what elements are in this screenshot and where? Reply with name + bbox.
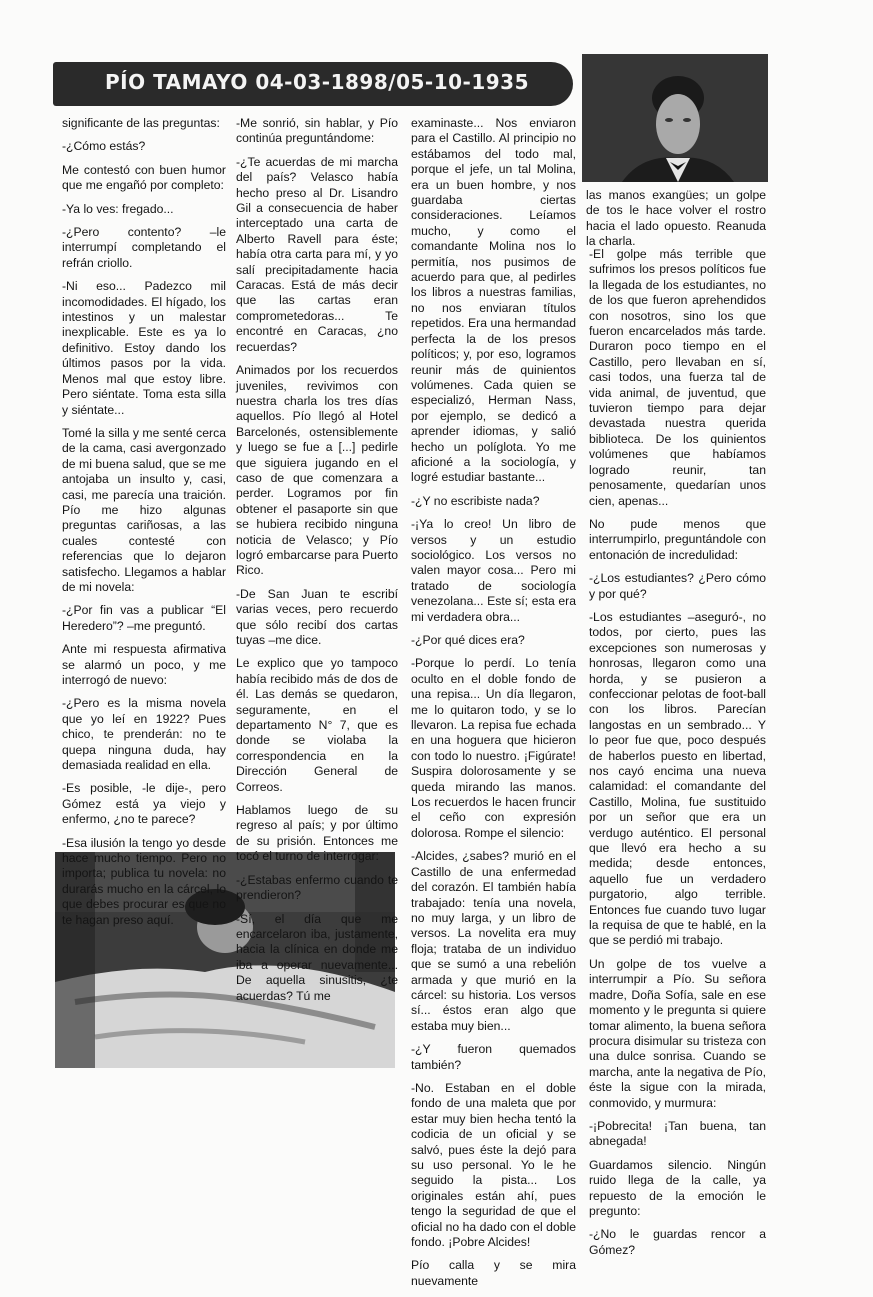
paragraph: -¿Te acuerdas de mi marcha del país? Velasco había hecho preso al Dr. Lisandro Gil a consecuencia de haber interceptado una carta de Alberto Ravell para éste; había otra carta para mí, y yo salí precipitadamente hacia Caracas. Está de más decir que las cartas eran comprometedoras... Te encontré en Caracas, ¿no recuerdas? [236, 154, 398, 354]
paragraph: No pude menos que interrumpirlo, preguntándole con entonación de incredulidad: [589, 516, 766, 562]
paragraph: Me contestó con buen humor que me engañó por completo: [62, 162, 226, 193]
paragraph: -¿No le guardas rencor a Gómez? [589, 1227, 766, 1257]
paragraph: -¿Y fueron quemados también? [411, 1042, 576, 1072]
paragraph: Animados por los recuerdos juveniles, revivimos con nuestra charla los tres días aquellos. Pío llegó al Hotel Barcelonés, ostensiblemente y luego se fue a [...] pedirle que siguiera jugando en el caso de que comenzara a perder. Logramos por fin obtener el pasaporte sin que se hubiera recibido ninguna noticia de Velasco; y Pío logró embarcarse para Puerto Rico. [236, 363, 398, 578]
paragraph: -¿Por qué dices era? [411, 633, 525, 647]
column-2 [236, 116, 398, 1012]
page-header-banner [53, 62, 573, 106]
paragraph: Le explico que yo tampoco había recibido más de dos de él. Las demás se quedaron, seguramente, en el departamento N° 7, que es donde se violaba la correspondencia en la Dirección General de Correos. [236, 656, 398, 794]
paragraph: -¿Pero es la misma novela que yo leí en 1922? Pues chico, te prenderán: no te quepa ninguna duda, hay demasiada realidad en ella. [62, 696, 226, 773]
paragraph: Hablamos luego de su regreso al país; y por último de su prisión. Entonces me tocó el turno de interrogar: [236, 803, 398, 864]
paragraph: -¿Los estudiantes? ¿Pero cómo y por qué? [589, 571, 766, 601]
paragraph: -¿Estabas enfermo cuando te prendieron? [236, 872, 398, 903]
paragraph: -Es posible, -le dije-, pero Gómez está ya viejo y enfermo, ¿no te parece? [62, 781, 226, 827]
paragraph: -Ni eso... Padezco mil incomodidades. El hígado, los intestinos y un malestar inexplicable. Este es ya lo definitivo. Estoy dando los últimos pasos por la vida. Menos mal que estoy libre. Pero siéntate. Toma esta silla y siéntate... [62, 279, 226, 417]
paragraph: significante de las preguntas: [62, 116, 220, 130]
paragraph: -¿Cómo estás? [62, 139, 146, 154]
paragraph: las manos exangües; un golpe de tos le hace volver el rostro hacia el lado opuesto. Reanuda la charla. [586, 188, 766, 249]
paragraph: -Me sonrió, sin hablar, y Pío continúa preguntándome: [236, 116, 398, 146]
paragraph: Guardamos silencio. Ningún ruido llega de la calle, ya repuesto de la emoción le pregunto: [589, 1157, 766, 1218]
column-3 [411, 116, 576, 1297]
column-1 [62, 116, 226, 936]
paragraph: -De San Juan te escribí varias veces, pero recuerdo que sólo recibí dos cartas tuyas –me dice. [236, 586, 398, 647]
paragraph: -Alcides, ¿sabes? murió en el Castillo de una enfermedad del corazón. El también había trabajado: tenía una novela, no muy larga, y un libro de versos. La novelita era muy floja; trataba de un individuo que se sumó a una rebelión armada y que murió en la cárcel: su historia. Los versos sí... éstos eran algo que estaba muy bien... [411, 849, 576, 1033]
paragraph: -¡Ya lo creo! Un libro de versos y un estudio sociológico. Los versos no valen mayor cosa... Pero mi tratado de sociología venezolana... Este sí; esta era mi verdadera obra... [411, 517, 576, 624]
paragraph: -Los estudiantes –aseguró-, no todos, por cierto, pues las excepciones son numerosas y honrosas, llegaron como una horda, y se pusieron a confeccionar pelotas de foot-ball con los libros. Parecían langostas en un sembrado... Y lo peor fue que, poco después de haberlos puesto en libertad, nos cayó encima una nueva calamidad: el comandante del Castillo, Molina, fue sustituido por un señor que era un verdugo auténtico. El personal que llevó era hecho a su medida; desde entonces, aquello fue un verdadero purgatorio, algo terrible. Entonces fue cuando tuvo lugar la requisa de que te hablé, en la que se perdió mi trabajo. [589, 609, 766, 948]
paragraph: -¿Por fin vas a publicar “El Heredero”? –me preguntó. [62, 603, 226, 633]
page-title: PÍO TAMAYO 04-03-1898/05-10-1935 [105, 70, 529, 94]
paragraph: -Sí, el día que me encarcelaron iba, justamente, hacia la clínica en donde me iba a operar nuevamente... De aquella sinusitis, ¿te acuerdas? Tú me [236, 911, 398, 1003]
paragraph: -Porque lo perdí. Lo tenía oculto en el doble fondo de una repisa... Un día llegaron, me lo quitaron todo, y se lo llevaron. La repisa fue echada en una hoguera que hicieron con todo lo nuestro. ¡Figúrate! Suspira dolorosamente y se queda mirando las manos. Los recuerdos le hacen fruncir el ceño con expresión dolorosa. Rompe el silencio: [411, 656, 576, 840]
paragraph: Ante mi respuesta afirmativa se alarmó un poco, y me interrogó de nuevo: [62, 642, 226, 687]
portrait-photo [582, 54, 768, 182]
portrait-image [582, 54, 768, 182]
paragraph: -Ya lo ves: fregado... [62, 201, 174, 216]
paragraph: -El golpe más terrible que sufrimos los presos políticos fue la llegada de los estudiantes, no de los que fueron aprehendidos con nosotros, sino los que fueron encarcelados más tarde. Duraron poco tiempo en el Castillo, pero llevaban en sí, casi todos, una fuerza tal de vida animal, de juventud, que tuvieron tiempo para dejar devastada nuestra querida biblioteca. De los quinientos volúmenes que habíamos logrado reunir, tan penosamente, quedarían unos cien, apenas... [589, 247, 766, 508]
paragraph: examinaste... Nos enviaron para el Castillo. Al principio no estábamos del todo mal, porque el jefe, un tal Molina, era un buen hombre, y nos guardaba ciertas consideraciones. Leíamos mucho, y como el comandante Molina nos lo permitía, nos pusimos de acuerdo para que, al pedirles los libros a nuestras familias, no nos enviaran títulos repetidos. Era una hermandad perfecta la de los presos políticos; y, por eso, logramos reunir más de quinientos volúmenes. Cada quien se especializó, Herman Nass, por ejemplo, se dedicó a aprender idiomas, y salió hecho un políglota. Yo me aficioné a la sociología, y logré estudiar bastante... [411, 116, 576, 485]
paragraph: -¿Y no escribiste nada? [411, 493, 540, 508]
paragraph: Un golpe de tos vuelve a interrumpir a Pío. Su señora madre, Doña Sofía, sale en ese momento y le pregunta si quiere tomar alimento, la buena señora procura disimular su tristeza con una dulce sonrisa. Cuando se marcha, ante la negativa de Pío, éste la sigue con la mirada, conmovido, y murmura: [589, 956, 766, 1110]
paragraph: -No. Estaban en el doble fondo de una maleta que por estar muy bien hecha tentó la codicia de un oficial y se salvó, pues éste la dejó para su uso personal. Yo le he seguido la pista... Los originales están ahí, pues tengo la seguridad de que el oficial no ha dado con el doble fondo. ¡Pobre Alcides! [411, 1080, 576, 1250]
column-4 [589, 247, 766, 1266]
paragraph: Tomé la silla y me senté cerca de la cama, casi avergonzado de mi buena salud, que se me antojaba un insulto y, casi, casi, me parecía una traición. Pío me hizo algunas preguntas cariñosas, a las cuales contesté con referencias que lo dejaron satisfecho. Llegamos a hablar de mi novela: [62, 425, 226, 594]
paragraph: -¿Pero contento? –le interrumpí completando el refrán criollo. [62, 225, 226, 270]
paragraph: -Esa ilusión la tengo yo desde hace mucho tiempo. Pero no importa; publica tu novela: no durarás mucho en la cárcel, lo que debes procurar es que no te hagan preso aquí. [62, 835, 226, 927]
paragraph: -¡Pobrecita! ¡Tan buena, tan abnegada! [589, 1118, 766, 1149]
paragraph: Pío calla y se mira nuevamente [411, 1258, 576, 1288]
